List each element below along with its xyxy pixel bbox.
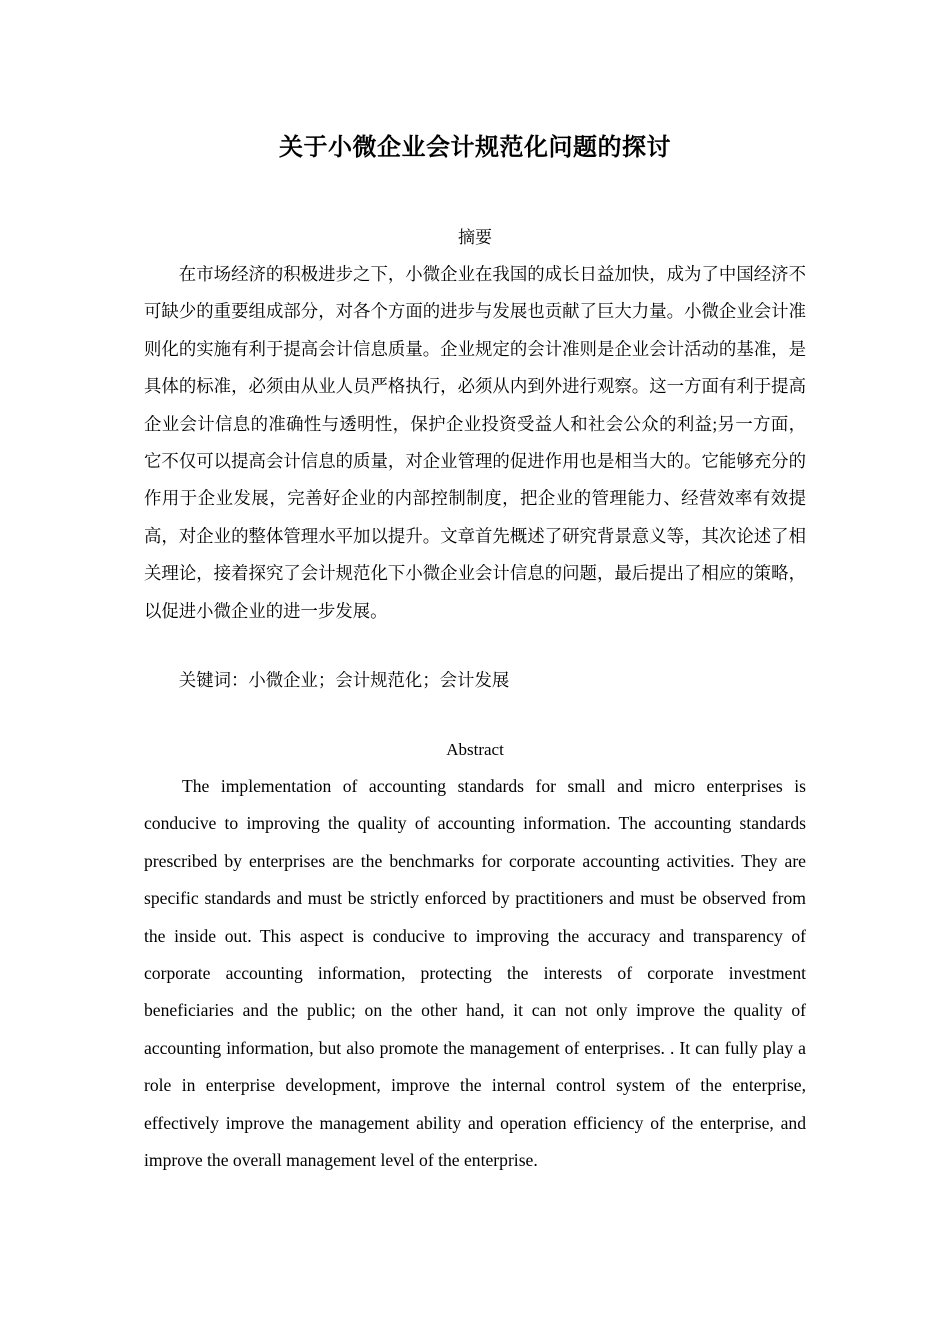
abstract-cn-heading: 摘要 [458, 228, 492, 247]
abstract-cn-keywords: 关键词：小微企业；会计规范化；会计发展 [178, 670, 510, 690]
abstract-cn-body: 在市场经济的积极进步之下，小微企业在我国的成长日益加快，成为了中国经济不可缺少的重要组成部分，对各个方面的进步与发展也贡献了巨大力量。小微企业会计准则化的实施有利于提高会计信息质量。企业规定的会计准则是企业会计活动的基准，是具体的标准，必须由从业人员严格执行，必须从内到外进行观察。这一方面有利于提高企业会计信息的准确性与透明性，保护企业投资受益人和社会公众的利益;另一方面，它不仅可以提高会计信息的质量，对企业管理的促进作用也是相当大的。它能够充分的作用于企业发展，完善好企业的内部控制制度，把企业的管理能力、经营效率有效提高，对企业的整体管理水平加以提升。文章首先概述了研究背景意义等，其次论述了相关理论，接着探究了会计规范化下小微企业会计信息的问题，最后提出了相应的策略，以促进小微企业的进一步发展。 [144, 264, 806, 621]
abstract-en-heading: Abstract [446, 740, 504, 759]
abstract-en-body: The implementation of accounting standards for small and micro enterprises is conducive to improving the quality of accounting information. The accounting standards prescribed by enterprises are the benchmarks for corporate accounting activities. They are specific standards and must be strictly enforced by practitioners and must be observed from the inside out. This aspect is conducive to improving the accuracy and transparency of corporate accounting information, protecting the interests of corporate investment beneficiaries and the public; on the other hand, it can not only improve the quality of accounting information, but also promote the management of enterprises. . It can fully play a role in enterprise development, improve the internal control system of the enterprise, effectively improve the management ability and operation efficiency of the enterprise, and improve the overall management level of the enterprise. [144, 776, 806, 1171]
document-title: 关于小微企业会计规范化问题的探讨 [279, 135, 671, 161]
